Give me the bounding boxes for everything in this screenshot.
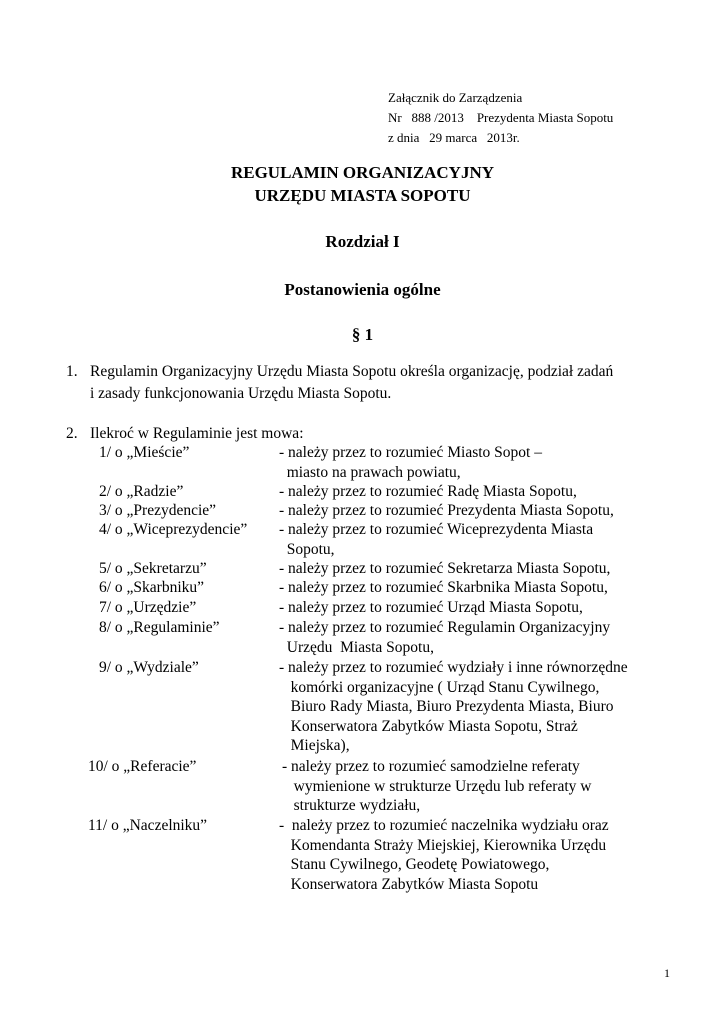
section-heading: § 1 [351,325,374,344]
definition-term: 4/ o „Wiceprezydencie” [99,521,248,538]
definition-text-line: Konserwatora Zabytków Miasta Sopotu, Straż [279,717,578,735]
definition-term: 8/ o „Regulaminie” [99,619,220,636]
definition-text-line: - należy przez to rozumieć Urząd Miasta Sopotu, [279,599,583,616]
point2-number: 2. [66,425,78,442]
chapter-heading: Rozdział I [325,232,400,251]
definition-text-line: miasto na prawach powiatu, [279,463,461,481]
definition-text-line: - należy przez to rozumieć Sekretarza Miasta Sopotu, [279,560,611,577]
definition-term: 6/ o „Skarbniku” [99,579,205,596]
definition-text-line: strukturze wydziału, [282,797,421,815]
point1-number: 1. [66,363,78,380]
definition-term: 7/ o „Urzędzie” [99,599,197,616]
page-number: 1 [664,966,670,980]
definition-text-line: - należy przez to rozumieć Wiceprezydenta Miasta [279,521,594,538]
definition-text-line: Sopotu, [279,540,335,558]
definition-text-line: wymienione w strukturze Urzędu lub referaty w [282,777,592,795]
definition-text-line: - należy przez to rozumieć Miasto Sopot – [279,444,542,461]
attachment-note-line1: Załącznik do Zarządzenia [388,90,523,105]
definition-term: 10/ o „Referacie” [88,758,197,775]
definition-text-line: - należy przez to rozumieć Prezydenta Miasta Sopotu, [279,502,614,519]
definition-text-line: Miejska), [279,737,350,755]
chapter-subject: Postanowienia ogólne [284,280,441,299]
definition-text-line: - należy przez to rozumieć samodzielne referaty [282,758,580,775]
definition-term: 3/ o „Prezydencie” [99,502,217,519]
definition-text-line: komórki organizacyjne ( Urząd Stanu Cywilnego, [279,678,600,696]
definition-term: 11/ o „Naczelniku” [88,817,208,834]
definition-term: 1/ o „Mieście” [99,444,190,461]
definition-text-line: Komendanta Straży Miejskiej, Kierownika Urzędu [279,836,607,854]
point1-line1: Regulamin Organizacyjny Urzędu Miasta Sopotu określa organizację, podział zadań [90,363,614,380]
definition-term: 9/ o „Wydziale” [99,659,199,676]
definition-text-line: - należy przez to rozumieć Regulamin Organizacyjny [279,619,611,636]
document-title-line1: REGULAMIN ORGANIZACYJNY [230,163,495,182]
definition-text-line: Urzędu Miasta Sopotu, [279,638,434,656]
definition-term: 2/ o „Radzie” [99,483,184,500]
definition-text-line: - należy przez to rozumieć Skarbnika Miasta Sopotu, [279,579,608,596]
attachment-note-line2: Nr 888 /2013 Prezydenta Miasta Sopotu [388,110,614,125]
definition-text-line: Biuro Rady Miasta, Biuro Prezydenta Miasta, Biuro [279,698,614,716]
definition-text-line: Stanu Cywilnego, Geodetę Powiatowego, [279,856,550,874]
definition-text-line: - należy przez to rozumieć naczelnika wydziału oraz [279,817,609,834]
point2-intro: Ilekroć w Regulaminie jest mowa: [90,425,304,442]
document-title-line2: URZĘDU MIASTA SOPOTU [254,186,471,205]
definition-text-line: - należy przez to rozumieć Radę Miasta Sopotu, [279,483,577,500]
definition-term: 5/ o „Sekretarzu” [99,560,207,577]
attachment-note [388,88,613,148]
point1-line2: i zasady funkcjonowania Urzędu Miasta Sopotu. [90,385,392,402]
attachment-note-line3: z dnia 29 marca 2013r. [388,130,520,145]
definition-text-line: Konserwatora Zabytków Miasta Sopotu [279,875,539,893]
definition-text-line: - należy przez to rozumieć wydziały i inne równorzędne [279,659,628,676]
